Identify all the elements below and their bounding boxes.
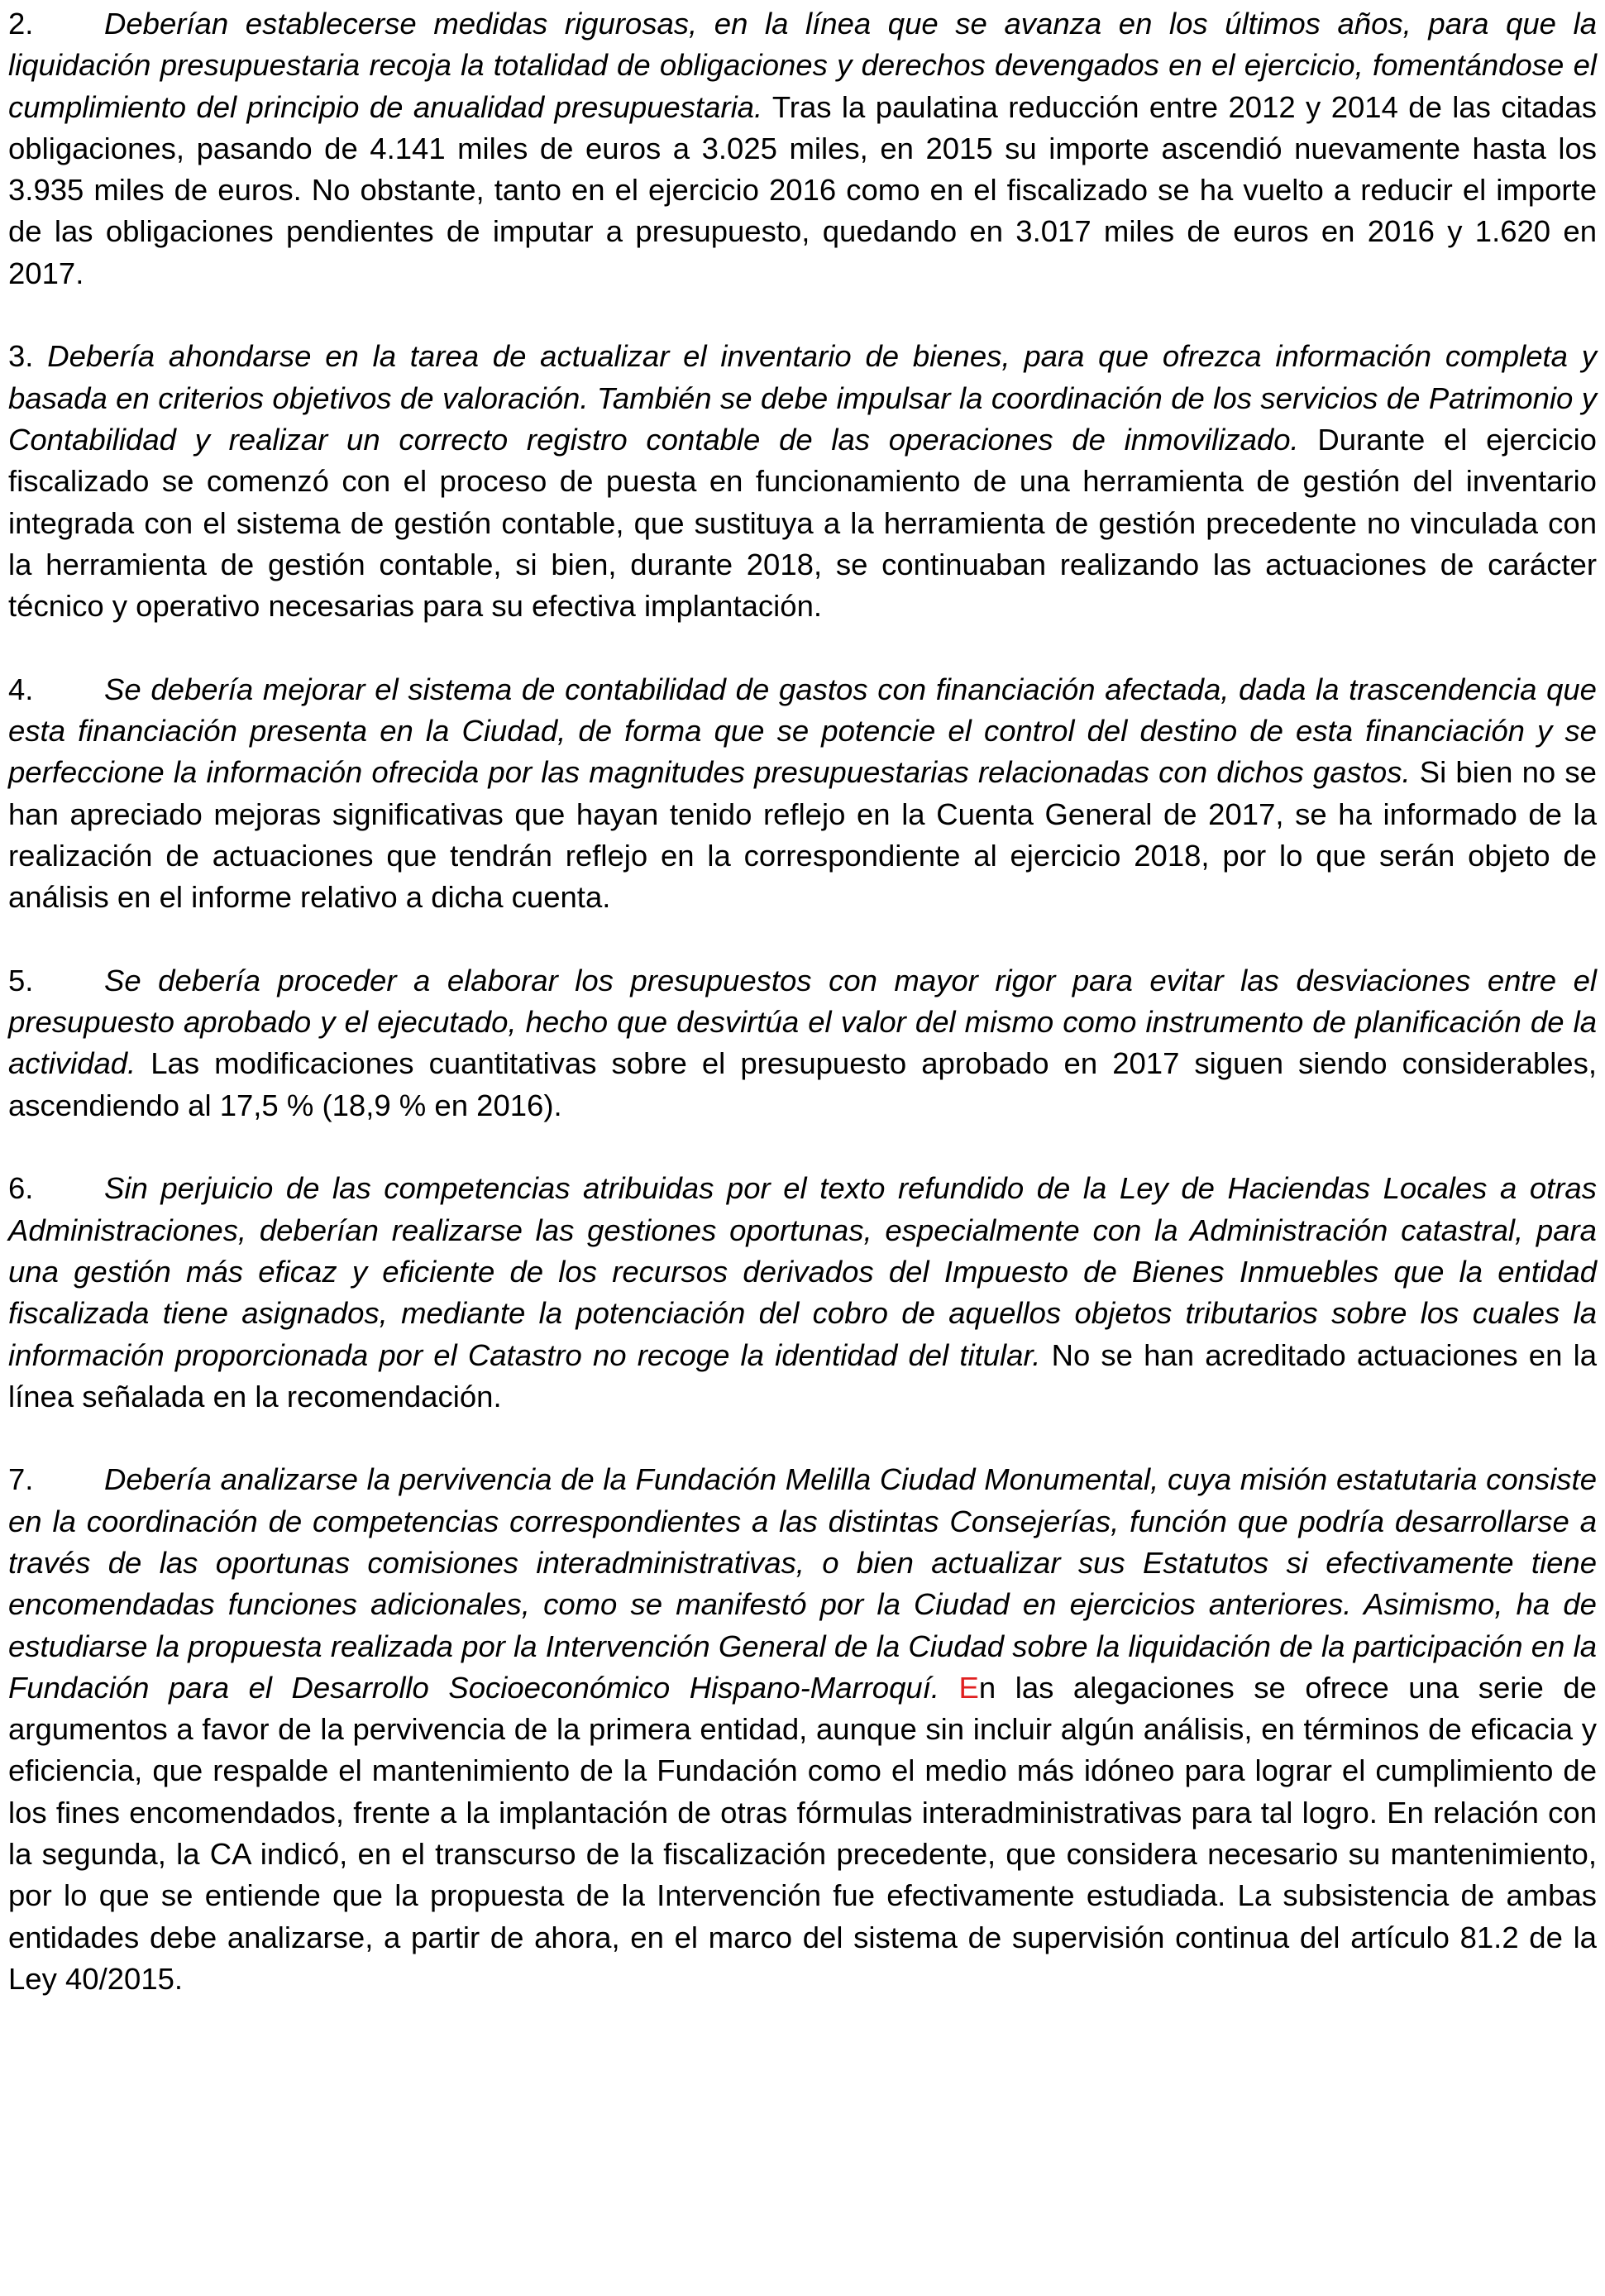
paragraph-number: 2. xyxy=(8,7,34,41)
recommendation-paragraph-2 xyxy=(8,3,1597,294)
follow-up-text: n las alegaciones se ofrece una serie de argumentos a favor de la pervivencia de la primera entidad, aunque sin incluir algún análisis, en términos de eficacia y eficiencia, que respalde el mantenimiento de la Fundación como el medio más idóneo para lograr el cumplimiento de los fines encomendados, frente a la implantación de otras fórmulas interadministrativas para tal logro. En relación con la segunda, la CA indicó, en el transcurso de la fiscalización precedente, que considera necesario su mantenimiento, por lo que se entiende que la propuesta de la Intervención fue efectivamente estudiada. La subsistencia de ambas entidades debe analizarse, a partir de ahora, en el marco del sistema de supervisión continua del artículo 81.2 de la Ley 40/2015. xyxy=(8,1670,1597,1996)
recommendation-paragraph-6 xyxy=(8,1168,1597,1418)
recommendation-text: Se debería proceder a elaborar los presupuestos con mayor rigor para evitar las desviaciones entre el presupuesto aprobado y el ejecutado, hecho que desvirtúa el valor del mismo como instrumento de planificación de la actividad. xyxy=(8,963,1597,1081)
paragraph-number: 3. xyxy=(8,339,34,374)
paragraph-number: 4. xyxy=(8,672,34,706)
paragraph-number: 5. xyxy=(8,963,34,997)
follow-up-text: Si bien no se han apreciado mejoras significativas que hayan tenido reflejo en la Cuenta General de 2017, se ha informado de la realización de actuaciones que tendrán reflejo en la correspondiente al ejercicio 2018, por lo que serán objeto de análisis en el informe relativo a dicha cuenta. xyxy=(8,755,1597,915)
paragraph-number: 6. xyxy=(8,1171,34,1206)
follow-up-text: No se han acreditado actuaciones en la línea señalada en la recomendación. xyxy=(8,1337,1597,1413)
recommendation-text: Debería analizarse la pervivencia de la Fundación Melilla Ciudad Monumental, cuya misión estatutaria consiste en la coordinación de competencias correspondientes a las distintas Consejerías, función que podría desarrollarse a través de las oportunas comisiones interadministrativas, o bien actualizar sus Estatutos si efectivamente tiene encomendadas funciones adicionales, como se manifestó por la Ciudad en ejercicios anteriores. Asimismo, ha de estudiarse la propuesta realizada por la Intervención General de la Ciudad sobre la liquidación de la participación en la Fundación para el Desarrollo Socioeconómico Hispano-Marroquí. xyxy=(8,1462,1597,1705)
follow-up-text: Las modificaciones cuantitativas sobre el presupuesto aprobado en 2017 siguen siendo considerables, ascendiendo al 17,5 % (18,9 % en 2016). xyxy=(8,1046,1597,1122)
recommendation-paragraph-5 xyxy=(8,960,1597,1126)
recommendation-text: Deberían establecerse medidas rigurosas, en la línea que se avanza en los últimos años, para que la liquidación presupuestaria recoja la totalidad de obligaciones y derechos devengados en el ejercicio, fomentándose el cumplimiento del principio de anualidad presupuestaria. xyxy=(8,7,1597,124)
recommendation-text: Se debería mejorar el sistema de contabilidad de gastos con financiación afectada, dada la trascendencia que esta financiación presenta en la Ciudad, de forma que se potencie el control del destino de esta financiación y se perfeccione la información ofrecida por las magnitudes presupuestarias relacionadas con dichos gastos. xyxy=(8,672,1597,790)
recommendation-paragraph-3 xyxy=(8,336,1597,627)
recommendation-paragraph-4 xyxy=(8,669,1597,919)
recommendation-text: Debería ahondarse en la tarea de actualizar el inventario de bienes, para que ofrezca información completa y basada en criterios objetivos de valoración. También se debe impulsar la coordinación de los servicios de Patrimonio y Contabilidad y realizar un correcto registro contable de las operaciones de inmovilizado. xyxy=(8,339,1597,457)
follow-up-text: Durante el ejercicio fiscalizado se comenzó con el proceso de puesta en funcionamiento de una herramienta de gestión del inventario integrada con el sistema de gestión contable, que sustituya a la herramienta de gestión precedente no vinculada con la herramienta de gestión contable, si bien, durante 2018, se continuaban realizando las actuaciones de carácter técnico y operativo necesarias para su efectiva implantación. xyxy=(8,422,1597,624)
follow-up-spacer xyxy=(939,1671,959,1705)
highlighted-initial-letter: E xyxy=(958,1670,979,1705)
recommendation-text: Sin perjuicio de las competencias atribuidas por el texto refundido de la Ley de Haciendas Locales a otras Administraciones, deberían realizarse las gestiones oportunas, especialmente con la Administración catastral, para una gestión más eficaz y eficiente de los recursos derivados del Impuesto de Bienes Inmuebles que la entidad fiscalizada tiene asignados, mediante la potenciación del cobro de aquellos objetos tributarios sobre los cuales la información proporcionada por el Catastro no recoge la identidad del titular. xyxy=(8,1171,1597,1372)
recommendation-paragraph-7 xyxy=(8,1459,1597,2000)
follow-up-text: Tras la paulatina reducción entre 2012 y 2014 de las citadas obligaciones, pasando de 4.141 miles de euros a 3.025 miles, en 2015 su importe ascendió nuevamente hasta los 3.935 miles de euros. No obstante, tanto en el ejercicio 2016 como en el fiscalizado se ha vuelto a reducir el importe de las obligaciones pendientes de imputar a presupuesto, quedando en 3.017 miles de euros en 2016 y 1.620 en 2017. xyxy=(8,89,1597,290)
paragraph-number: 7. xyxy=(8,1462,34,1497)
